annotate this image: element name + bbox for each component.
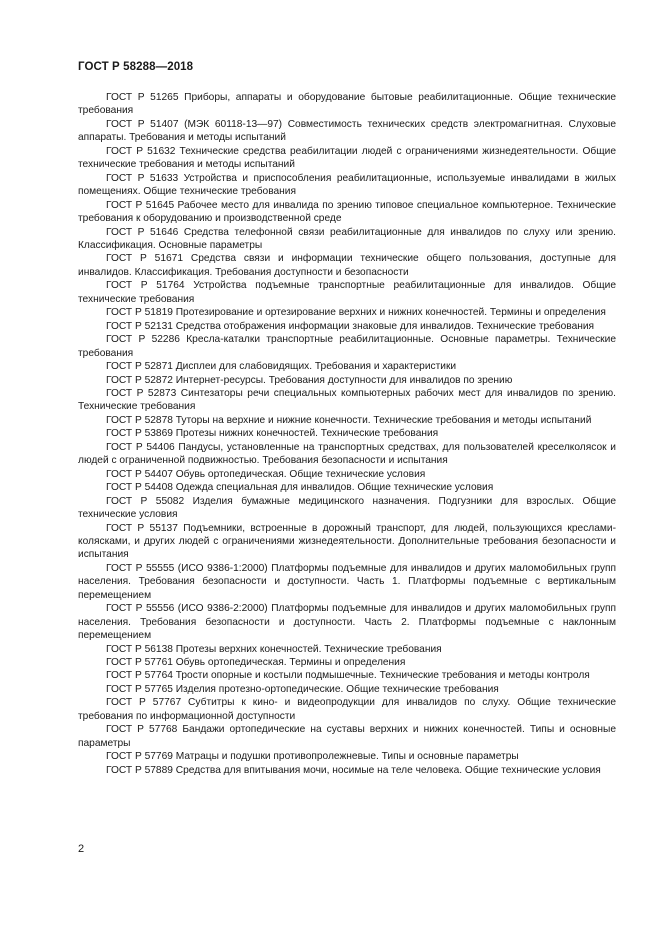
reference-item: ГОСТ Р 52873 Синтезаторы речи специальных компьютерных рабочих мест для инвалидов по зрению. Технические требования [78, 387, 616, 413]
reference-item: ГОСТ Р 54407 Обувь ортопедическая. Общие технические условия [106, 468, 426, 480]
reference-item: ГОСТ Р 51633 Устройства и приспособления реабилитационные, используемые инвалидами в жилых помещениях. Общие технические требования [78, 172, 616, 198]
reference-item: ГОСТ Р 51632 Технические средства реабилитации людей с ограничениями жизнедеятельности. Общие технические требования и методы испытаний [78, 145, 616, 171]
reference-item: ГОСТ Р 57889 Средства для впитывания мочи, носимые на теле человека. Общие технические условия [106, 764, 601, 776]
reference-item: ГОСТ Р 51265 Приборы, аппараты и оборудование бытовые реабилитационные. Общие технические требования [78, 92, 616, 117]
reference-item: ГОСТ Р 55082 Изделия бумажные медицинского назначения. Подгузники для взрослых. Общие технические условия [78, 495, 616, 521]
reference-item: ГОСТ Р 51819 Протезирование и ортезирование верхних и нижних конечностей. Термины и определения [106, 307, 606, 319]
reference-item: ГОСТ Р 54408 Одежда специальная для инвалидов. Общие технические условия [106, 482, 494, 494]
reference-item: ГОСТ Р 57769 Матрацы и подушки противопролежневые. Типы и основные параметры [106, 751, 519, 763]
page-number: 2 [78, 843, 85, 855]
reference-item: ГОСТ Р 57767 Субтитры к кино- и видеопродукции для инвалидов по слуху. Общие технические требования по информационной доступности [78, 697, 616, 722]
reference-item: ГОСТ Р 57764 Трости опорные и костыли подмышечные. Технические требования и методы контроля [106, 670, 590, 682]
reference-item: ГОСТ Р 52131 Средства отображения информации знаковые для инвалидов. Технические требования [106, 320, 595, 332]
reference-item: ГОСТ Р 54406 Пандусы, установленные на транспортных средствах, для пользователей креселколясок и людей с ограниченной подвижностью. Требования безопасности и испытания [78, 441, 616, 467]
reference-item: ГОСТ Р 57765 Изделия протезно-ортопедические. Общие технические требования [106, 683, 499, 695]
reference-item: ГОСТ Р 52286 Кресла-каталки транспортные реабилитационные. Основные параметры. Технические требования [78, 334, 616, 359]
reference-item: ГОСТ Р 55555 (ИСО 9386-1:2000) Платформы подъемные для инвалидов и других маломобильных групп населения. Требования безопасности и доступности. Часть 1. Платформы подъемные с вертикальным перемещением [78, 562, 616, 601]
reference-item: ГОСТ Р 55556 (ИСО 9386-2:2000) Платформы подъемные для инвалидов и других маломобильных групп населения. Требования безопасности и доступности. Часть 2. Платформы подъемные с наклонным перемещением [78, 603, 616, 642]
reference-item: ГОСТ Р 52871 Дисплеи для слабовидящих. Требования и характеристики [106, 361, 457, 373]
reference-item: ГОСТ Р 56138 Протезы верхних конечностей. Технические требования [106, 643, 442, 655]
reference-item: ГОСТ Р 52872 Интернет-ресурсы. Требования доступности для инвалидов по зрению [106, 374, 513, 386]
reference-item: ГОСТ Р 57768 Бандажи ортопедические на суставы верхних и нижних конечностей. Типы и основные параметры [78, 724, 616, 749]
reference-item: ГОСТ Р 53869 Протезы нижних конечностей. Технические требования [106, 428, 439, 440]
reference-item: ГОСТ Р 51645 Рабочее место для инвалида по зрению типовое специальное компьютерное. Технические требования к оборудованию и производственной среде [78, 199, 616, 225]
reference-item: ГОСТ Р 51646 Средства телефонной связи реабилитационные для инвалидов по слуху или зрению. Классификация. Основные параметры [78, 226, 616, 251]
reference-item: ГОСТ Р 51407 (МЭК 60118-13—97) Совместимость технических средств электромагнитная. Слуховые аппараты. Требования и методы испытаний [78, 118, 616, 144]
reference-item: ГОСТ Р 52878 Туторы на верхние и нижние конечности. Технические требования и методы испытаний [106, 414, 592, 426]
reference-item: ГОСТ Р 55137 Подъемники, встроенные в дорожный транспорт, для людей, пользующихся креслами-колясками, и других людей с ограничениями жизнедеятельности. Дополнительные требования безопасности и испытания [78, 522, 616, 561]
references-list [78, 91, 616, 777]
document-header: ГОСТ Р 58288—2018 [78, 61, 194, 73]
reference-item: ГОСТ Р 51671 Средства связи и информации технические общего пользования, доступные для инвалидов. Классификация. Требования доступности и безопасности [78, 253, 616, 278]
reference-item: ГОСТ Р 57761 Обувь ортопедическая. Термины и определения [106, 657, 406, 669]
reference-item: ГОСТ Р 51764 Устройства подъемные транспортные реабилитационные для инвалидов. Общие технические требования [78, 280, 616, 305]
